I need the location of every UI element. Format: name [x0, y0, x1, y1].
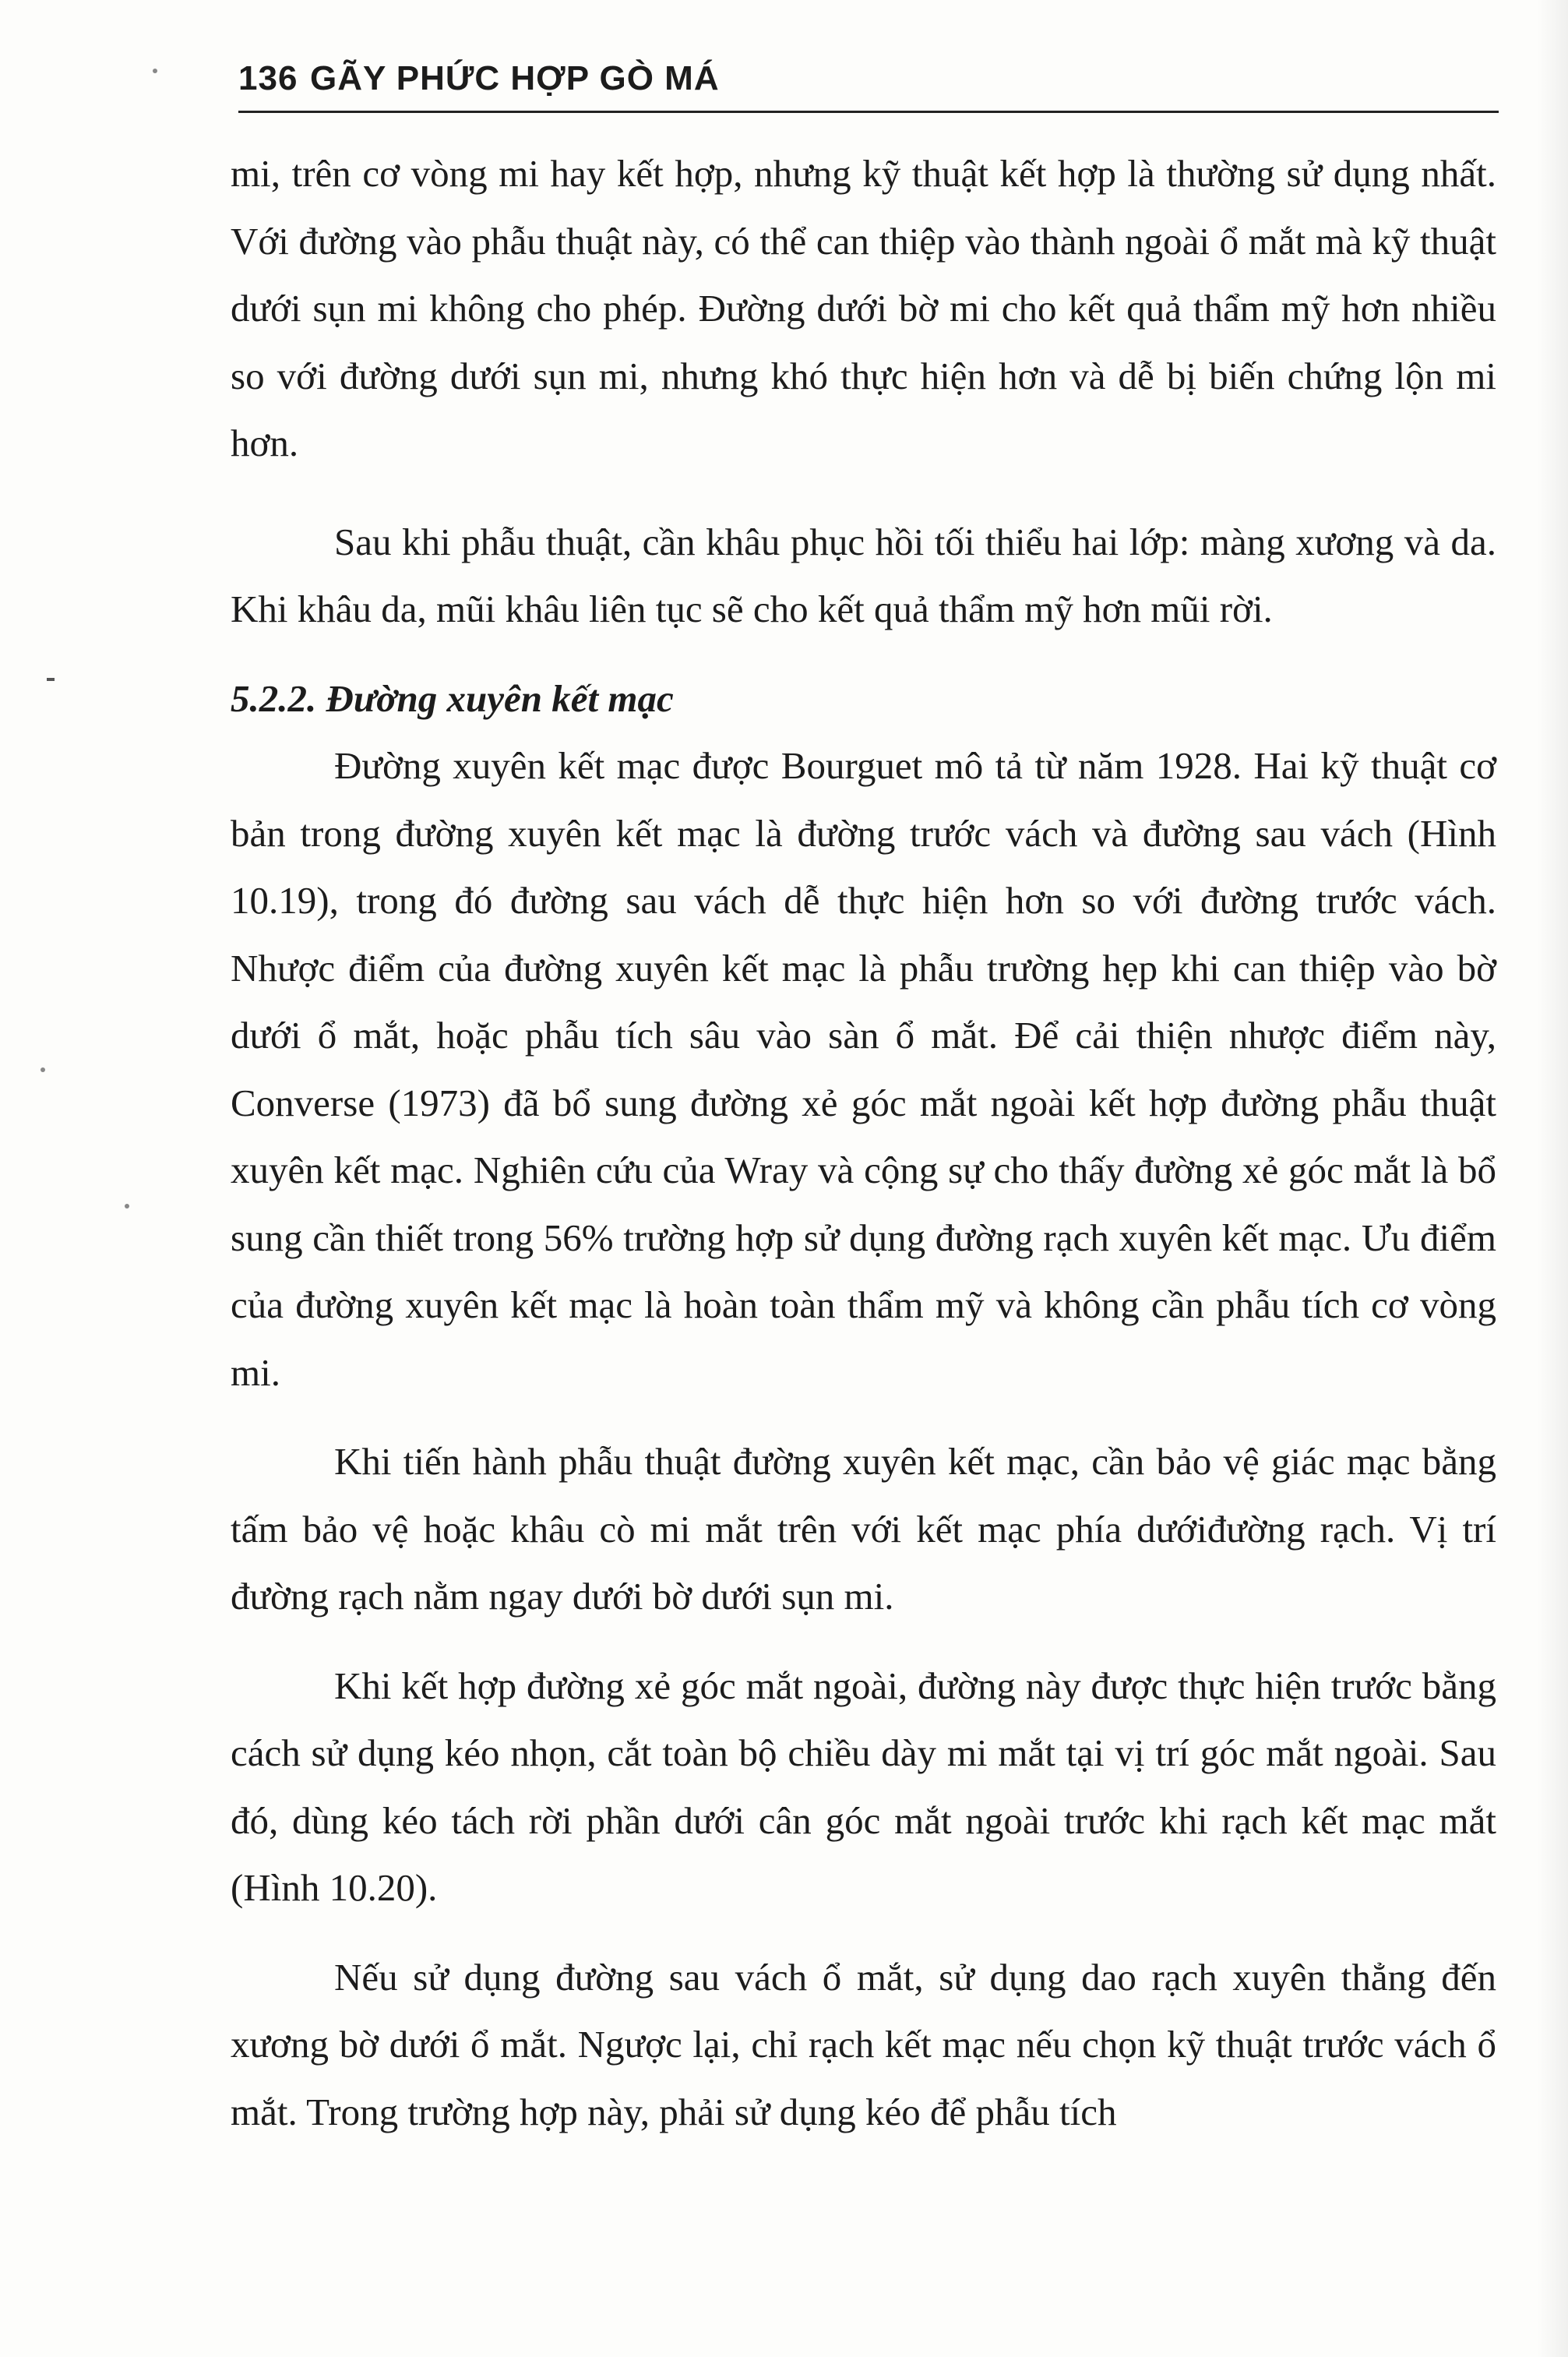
paragraph-2: Sau khi phẫu thuật, cần khâu phục hồi tối thiểu hai lớp: màng xương và da. Khi khâu da, mũi khâu liên tục sẽ cho kết quả thẩm mỹ hơn mũi rời. — [231, 520, 1496, 630]
paragraph-3: Đường xuyên kết mạc được Bourguet mô tả từ năm 1928. Hai kỹ thuật cơ bản trong đường xuyên kết mạc là đường trước vách và đường sau vách (Hình 10.19), trong đó đường sau vách dễ thực hiện hơn so với đường trước vách. Nhược điểm của đường xuyên kết mạc là phẫu trường hẹp khi can thiệp vào bờ dưới ổ mắt, hoặc phẫu tích sâu vào sàn ổ mắt. Để cải thiện nhược điểm này, Converse (1973) đã bổ sung đường xẻ góc mắt ngoài kết hợp đường phẫu thuật xuyên kết mạc. Nghiên cứu của Wray và cộng sự cho thấy đường xẻ góc mắt là bổ sung cần thiết trong 56% trường hợp sử dụng đường rạch xuyên kết mạc. Ưu điểm của đường xuyên kết mạc là hoàn toàn thẩm mỹ và không cần phẫu tích cơ vòng mi. — [231, 744, 1496, 1394]
page-edge-shadow — [1537, 0, 1568, 2357]
paragraph-4: Khi tiến hành phẫu thuật đường xuyên kết mạc, cần bảo vệ giác mạc bằng tấm bảo vệ hoặc khâu cò mi mắt trên với kết mạc phía dướiđường rạch. Vị trí đường rạch nằm ngay dưới bờ dưới sụn mi. — [231, 1440, 1496, 1618]
chapter-title: GÃY PHỨC HỢP GÒ MÁ — [310, 59, 720, 97]
scan-speck — [47, 678, 55, 681]
paragraph-6: Nếu sử dụng đường sau vách ổ mắt, sử dụng dao rạch xuyên thẳng đến xương bờ dưới ổ mắt. Ngược lại, chỉ rạch kết mạc nếu chọn kỹ thuật trước vách ổ mắt. Trong trường hợp này, phải sử dụng kéo để phẫu tích — [231, 1955, 1496, 2133]
scan-speck — [125, 1204, 129, 1208]
section-heading: 5.2.2. Đường xuyên kết mạc — [231, 676, 674, 720]
header-rule — [238, 111, 1499, 113]
scan-speck — [153, 69, 157, 73]
page-number: 136 — [238, 59, 298, 97]
paragraph-5: Khi kết hợp đường xẻ góc mắt ngoài, đường này được thực hiện trước bằng cách sử dụng kéo nhọn, cắt toàn bộ chiều dày mi mắt tại vị trí góc mắt ngoài. Sau đó, dùng kéo tách rời phần dưới cân góc mắt ngoài trước khi rạch kết mạc mắt (Hình 10.20). — [231, 1664, 1496, 1909]
scan-speck — [41, 1067, 45, 1072]
body-text — [231, 140, 1496, 2146]
paragraph-1: mi, trên cơ vòng mi hay kết hợp, nhưng kỹ thuật kết hợp là thường sử dụng nhất. Với đường vào phẫu thuật này, có thể can thiệp vào thành ngoài ổ mắt mà kỹ thuật dưới sụn mi không cho phép. Đường dưới bờ mi cho kết quả thẩm mỹ hơn nhiều so với đường dưới sụn mi, nhưng khó thực hiện hơn và dễ bị biến chứng lộn mi hơn. — [231, 152, 1496, 464]
running-header — [238, 48, 1499, 126]
